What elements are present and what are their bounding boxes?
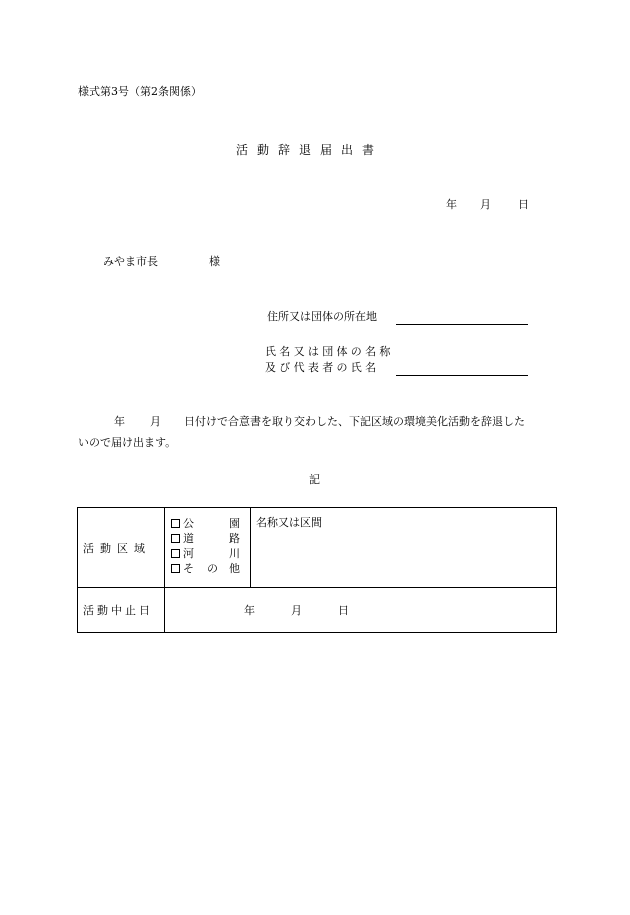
checkbox[interactable] (171, 519, 180, 528)
table-divider (78, 587, 556, 588)
form-number: 様式第3号（第2条関係） (78, 85, 202, 98)
body-year-label: 年 (114, 415, 125, 428)
page-title: 活動辞退届出書 (236, 143, 384, 157)
name-field[interactable] (396, 375, 528, 376)
date-day-label: 日 (518, 198, 529, 211)
recipient (103, 255, 220, 269)
name-label-line1: 氏名又は団体の名称 (265, 345, 394, 358)
submission-date (446, 198, 529, 212)
date-year-label: 年 (446, 198, 457, 211)
body-text-line2: いので届け出ます。 (78, 436, 177, 449)
stop-date (244, 604, 349, 618)
activity-area-label: 活動区域 (83, 542, 151, 555)
address-label: 住所又は団体の所在地 (267, 310, 377, 323)
body-month-label: 月 (150, 415, 161, 428)
area-type-road[interactable]: 道 路 (171, 532, 247, 546)
stop-month-label: 月 (291, 604, 302, 617)
checkbox[interactable] (171, 534, 180, 543)
area-type-river[interactable]: 河 川 (171, 547, 247, 561)
area-type-park[interactable]: 公 園 (171, 517, 247, 531)
ki-heading: 記 (309, 473, 320, 486)
body-text-rest: 日付けで合意書を取り交わした、下記区域の環境美化活動を辞退した (184, 415, 525, 428)
recipient-honorific: 様 (209, 255, 220, 268)
name-or-section-label: 名称又は区間 (256, 516, 322, 529)
checkbox[interactable] (171, 549, 180, 558)
area-type-other[interactable]: そ の 他 (171, 562, 247, 576)
stop-day-label: 日 (338, 604, 349, 617)
table-divider (250, 508, 251, 587)
stop-year-label: 年 (244, 604, 255, 617)
activity-table (77, 507, 557, 633)
table-divider (164, 508, 165, 632)
address-field[interactable] (396, 324, 528, 325)
date-month-label: 月 (480, 198, 491, 211)
body-text-line1 (78, 415, 525, 429)
name-label-line2: 及び代表者の氏名 (265, 361, 380, 374)
stop-date-label: 活動中止日 (83, 604, 153, 617)
recipient-name: みやま市長 (103, 255, 158, 268)
checkbox[interactable] (171, 564, 180, 573)
